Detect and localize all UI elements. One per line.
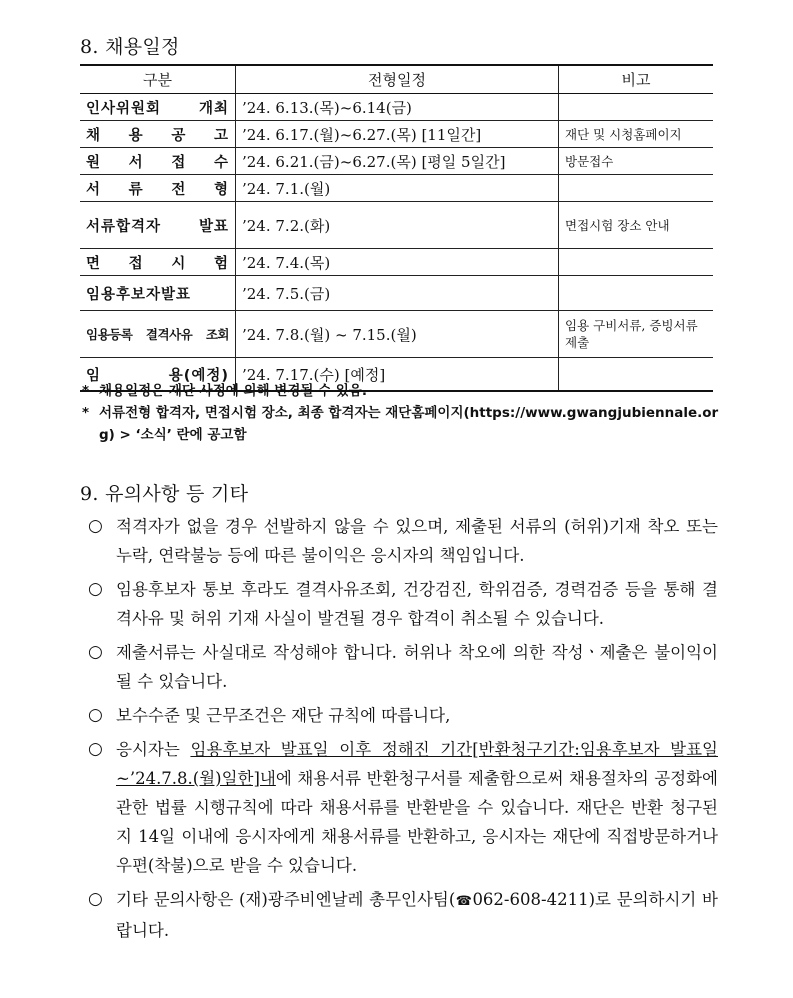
table-row [80, 148, 713, 175]
row-category: 임 용(예정) [80, 358, 236, 392]
list-item [88, 701, 718, 730]
row-date: ’24. 7.17.(수) [예정] [236, 358, 559, 392]
row-date: ’24. 6.17.(월)~6.27.(목) [11일간] [236, 121, 559, 148]
table-row [80, 202, 713, 249]
table-row [80, 94, 713, 121]
row-date: ’24. 7.5.(금) [236, 276, 559, 311]
row-category: 면 접 시 험 [80, 249, 236, 276]
row-note [559, 249, 714, 276]
row-note [559, 175, 714, 202]
row-category: 채 용 공 고 [80, 121, 236, 148]
row-category: 임용등록 결격사유 조회 [80, 311, 236, 358]
row-note: 임용 구비서류, 증빙서류 제출 [559, 311, 714, 358]
table-row [80, 175, 713, 202]
row-date: ’24. 7.2.(화) [236, 202, 559, 249]
row-note: 면접시험 장소 안내 [559, 202, 714, 249]
list-item [88, 512, 718, 570]
note-marker: * [82, 383, 90, 399]
row-category: 서류합격자 발표 [80, 202, 236, 249]
list-item [88, 885, 718, 945]
circle-bullet-icon: ○ [88, 889, 103, 909]
row-category: 서 류 전 형 [80, 175, 236, 202]
circle-bullet-icon: ○ [88, 516, 103, 536]
row-date: ’24. 6.21.(금)~6.27.(목) [평일 5일간] [236, 148, 559, 175]
header-remarks: 비고 [559, 65, 714, 94]
list-item [88, 735, 718, 880]
note-marker: * [82, 405, 90, 421]
header-category: 구분 [80, 65, 236, 94]
row-note [559, 94, 714, 121]
row-category: 임용후보자발표 [80, 276, 236, 311]
return-period-underlined: 임용후보자 발표일 이후 정해진 기간[반환청구기간:임용후보자 발표일~’24.7.8.(월)일한]내 [116, 740, 718, 788]
section-9-title: 9. 유의사항 등 기타 [80, 483, 249, 505]
row-date: ’24. 7.1.(월) [236, 175, 559, 202]
item-text-lead: 기타 문의사항은 (재)광주비엔날레 총무인사팀( [116, 890, 456, 909]
schedule-notes [82, 380, 722, 446]
row-note: 방문접수 [559, 148, 714, 175]
circle-bullet-icon: ○ [88, 579, 103, 599]
circle-bullet-icon: ○ [88, 642, 103, 662]
note-item [82, 402, 722, 446]
item-text [116, 735, 718, 880]
row-date: ’24. 7.8.(월) ~ 7.15.(월) [236, 311, 559, 358]
section-8-title: 8. 채용일정 [80, 36, 180, 58]
list-item [88, 575, 718, 633]
precautions-list [88, 512, 718, 950]
item-text: 적격자가 없을 경우 선발하지 않을 수 있으며, 제출된 서류의 (허위)기재 착오 또는 누락, 연락불능 등에 따른 불이익은 응시자의 책임입니다. [116, 517, 718, 565]
note-text: 서류전형 합격자, 면접시험 장소, 최종 합격자는 재단홈페이지(https://www.gwangjubiennale.org) > ‘소식’ 란에 공고함 [99, 405, 719, 443]
circle-bullet-icon: ○ [88, 705, 103, 725]
table-header-row [80, 65, 713, 94]
item-text: 임용후보자 통보 후라도 결격사유조회, 건강검진, 학위검증, 경력검증 등을 통해 결격사유 및 허위 기재 사실이 발견될 경우 합격이 취소될 수 있습니다. [116, 580, 718, 628]
list-item [88, 638, 718, 696]
row-date: ’24. 6.13.(목)~6.14(금) [236, 94, 559, 121]
table-row [80, 249, 713, 276]
header-schedule: 전형일정 [236, 65, 559, 94]
phone-icon: ☎ [455, 894, 473, 909]
item-text: 보수수준 및 근무조건은 재단 규칙에 따릅니다, [116, 706, 451, 725]
row-date: ’24. 7.4.(목) [236, 249, 559, 276]
row-note: 재단 및 시청홈페이지 [559, 121, 714, 148]
item-text-lead: 응시자는 [116, 740, 191, 759]
row-note [559, 276, 714, 311]
table-row [80, 121, 713, 148]
row-category: 원 서 접 수 [80, 148, 236, 175]
item-text-tail: 에 채용서류 반환청구서를 제출함으로써 채용절차의 공정화에 관한 법률 시행규칙에 따라 채용서류를 반환받을 수 있습니다. 재단은 반환 청구된 지 14일 이내에 응시자에게 채용서류를 반환하고, 응시자는 재단에 직접방문하거나 우편(착불)으로 받을 수 있습니다. [116, 769, 718, 875]
item-text-tail: 062-608-4211)로 문의하시기 바랍니다. [116, 890, 718, 940]
row-category: 인사위원회 개최 [80, 94, 236, 121]
note-text: 채용일정은 재단 사정에 의해 변경될 수 있음. [99, 383, 368, 399]
recruitment-schedule-table [80, 64, 713, 392]
item-text: 제출서류는 사실대로 작성해야 합니다. 허위나 착오에 의한 작성ㆍ제출은 불이익이 될 수 있습니다. [116, 643, 718, 691]
item-text [116, 885, 718, 945]
table-row [80, 311, 713, 358]
note-item [82, 380, 722, 402]
circle-bullet-icon: ○ [88, 739, 103, 759]
table-row [80, 276, 713, 311]
